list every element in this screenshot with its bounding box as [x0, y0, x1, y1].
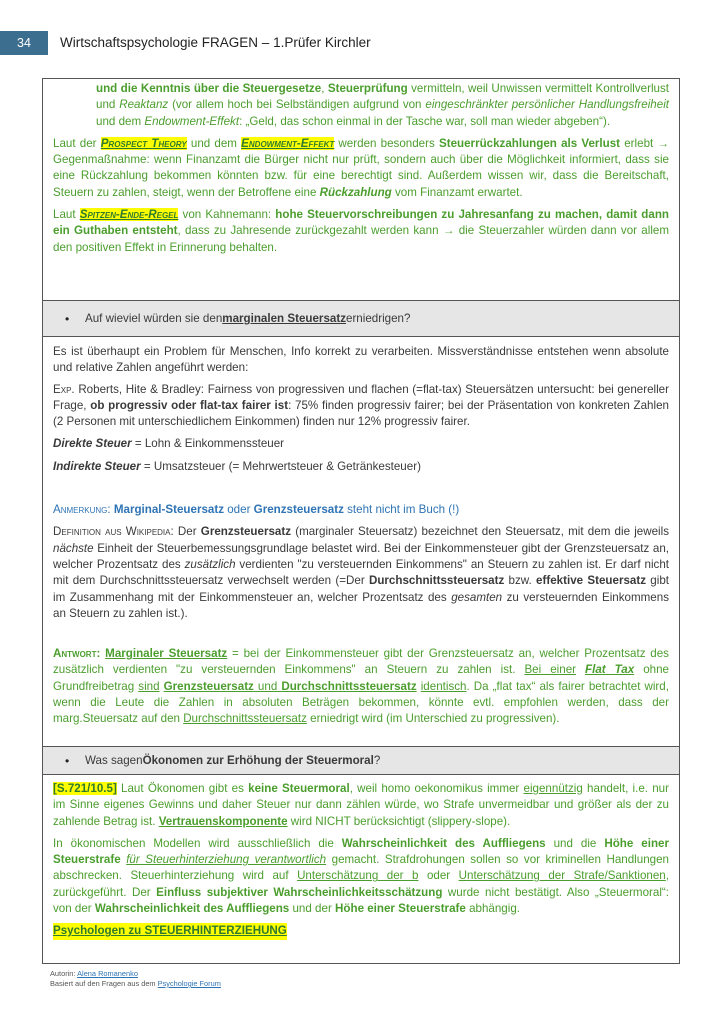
answer-section-tax-morale [43, 774, 679, 964]
paragraph-prospect-theory: Laut der Prospect Theory und dem Endowment-Effekt werden besonders Steuerrückzahlungen als Verlust erlebt → Gegenmaßnahme: wenn Finanzamt die Bürger nicht nur prüft, sondern auch über die Möglichkeit informiert, dass sie eine Rückzahlung bekommen könnten bzw. für eine berechtigt sind. Außerdem wissen wir, dass die Bereitschaft, Steuern zu zahlen, steigt, wenn der Betroffene eine Rückzahlung vom Finanzamt erwartet. [53, 136, 670, 199]
answer-section-tax-perception [43, 81, 679, 300]
bullet-icon: • [65, 311, 70, 326]
definition-indirect-tax: Indirekte Steuer = Umsatzsteuer (= Mehrwertsteuer & Getränkesteuer) [53, 459, 421, 473]
question-row-marginal-tax [43, 300, 679, 336]
paragraph-info-processing: Es ist überhaupt ein Problem für Menschen, Info korrekt zu verarbeiten. Missverständnisse entstehen wenn absolute und relative Zahlen angeführt werden: [53, 345, 669, 375]
bullet-icon: • [65, 753, 70, 768]
definition-direct-tax: Direkte Steuer = Lohn & Einkommenssteuer [53, 437, 285, 451]
remark-marginal-tax: Anmerkung: Marginal-Steuersatz oder Grenzsteuersatz steht nicht im Buch (!) [53, 503, 460, 517]
heading-psychologists: Psychologen zu STEUERHINTERZIEHUNG [53, 923, 287, 939]
question-marginal-tax: • Auf wieviel würden sie den marginalen Steuersatz erniedrigen? [65, 311, 411, 326]
answer-marginal-tax: Antwort: Marginaler Steuersatz = bei der Einkommensteuer gibt der Grenzsteuersatz an, welcher Prozentsatz des zusätzlich verdienten "zu versteuernden Einkommens" an Steuern zu zahlen ist. Bei einer Flat Tax ohne Grundfreibetrag sind Grenzsteuersatz und Durchschnittssteuersatz identisch. Da „flat tax“ als fairer betrachtet wird, wenn die Leute die Zahlen in absoluten Beträgen bekommen, könnte evtl. empfohlen werden, dass der marg.Steuersatz auf den Durchschnittssteuersatz erniedrigt wird (im Unterschied zu progressiven). [53, 647, 669, 726]
paragraph-peak-end-rule: Laut Spitzen-Ende-Regel von Kahnemann: hohe Steuervorschreibungen zu Jahresanfang zu machen, damit dann ein Guthaben entsteht, dass zu Jahresende zurückgezahlt werden kann → die Steuerzahler würden dann vor allem den positiven Effekt in Erinnerung behalten. [53, 208, 669, 254]
content-table [42, 78, 680, 964]
answer-section-marginal-tax [43, 336, 679, 746]
definition-wikipedia: Definition aus Wikipedia: Der Grenzsteuersatz (marginaler Steuersatz) bezeichnet den Steuersatz, mit dem die jeweils nächste Einheit der Steuerbemessungsgrundlage belastet wird. Bei der Einkommensteuer gibt der Grenzsteuersatz an, welcher Prozentsatz des zusätzlich verdienten "zu versteuernden Einkommens" an Steuern zu zahlen ist. Er darf nicht mit dem Durchschnittssteuersatz verwechselt werden (=Der Durchschnittssteuersatz bzw. effektive Steuersatz gibt im Zusammenhang mit der Einkommensteuer an, welcher Prozentsatz des gesamten zu versteuernden Einkommens an Steuern zu zahlen ist.). [53, 525, 670, 620]
document-title: Wirtschaftspsychologie FRAGEN – 1.Prüfer Kirchler [60, 35, 371, 50]
forum-link[interactable]: Psychologie Forum [157, 979, 221, 988]
paragraph-economic-models: In ökonomischen Modellen wird ausschließlich die Wahrscheinlichkeit des Auffliegens und die Höhe einer Steuerstrafe für Steuerhinterziehung verantwortlich gemacht. Strafdrohungen sollen so vor kriminellen Handlungen abschrecken. Steuerhinterziehung wird auf Unterschätzung der b oder Unterschätzung der Strafe/Sanktionen, zurückgeführt. Der Einfluss subjektiver Wahrscheinlichkeitsschätzung wurde nicht bestätigt. Also „Steuermoral“: von der Wahrscheinlichkeit des Auffliegens und der Höhe einer Steuerstrafe abhängig. [53, 836, 669, 916]
paragraph-tax-knowledge: und die Kenntnis über die Steuergesetze, Steuerprüfung vermitteln, weil Unwissen vermittelt Kontrollverlust und Reaktanz (vor allem hoch bei Selbständigen aufgrund von eingeschränkter persönlicher Handlungsfreiheit und dem Endowment-Effekt: „Geld, das schon einmal in der Tasche war, soll man wieder abgeben“). [96, 82, 670, 128]
author-link[interactable]: Alena Romanenko [77, 969, 138, 978]
source-line: Basiert auf den Fragen aus dem Psychologie Forum [50, 979, 221, 988]
page-number: 34 [0, 31, 48, 55]
question-row-tax-morale [43, 746, 679, 774]
paragraph-economists: [S.721/10.5] Laut Ökonomen gibt es keine Steuermoral, weil homo oekonomikus immer eigennützig handelt, i.e. nur im Sinne eigenes Gewinns und daher Steuer nur dann zählen würde, wo Strafe unvermeidbar und größer als der zu zahlende Betrag ist. Vertrauenskomponente wird NICHT berücksichtigt (slippery-slope). [53, 782, 669, 828]
page-header [0, 31, 728, 55]
paragraph-experiment: Exp. Roberts, Hite & Bradley: Fairness von progressiven und flachen (=flat-tax) Steuersätzen untersucht: bei genereller Frage, ob progressiv oder flat-tax fairer ist: 75% finden progressiv fairer; bei der Präsentation von konkreten Zahlen (2 Personen mit unterschiedlichem Einkommen) finden nur 12% progressiv fairer. [53, 382, 669, 429]
author-line: Autorin: Alena Romanenko [50, 969, 138, 978]
page-footer [50, 969, 221, 989]
question-tax-morale: • Was sagen Ökonomen zur Erhöhung der Steuermoral ? [65, 753, 381, 768]
